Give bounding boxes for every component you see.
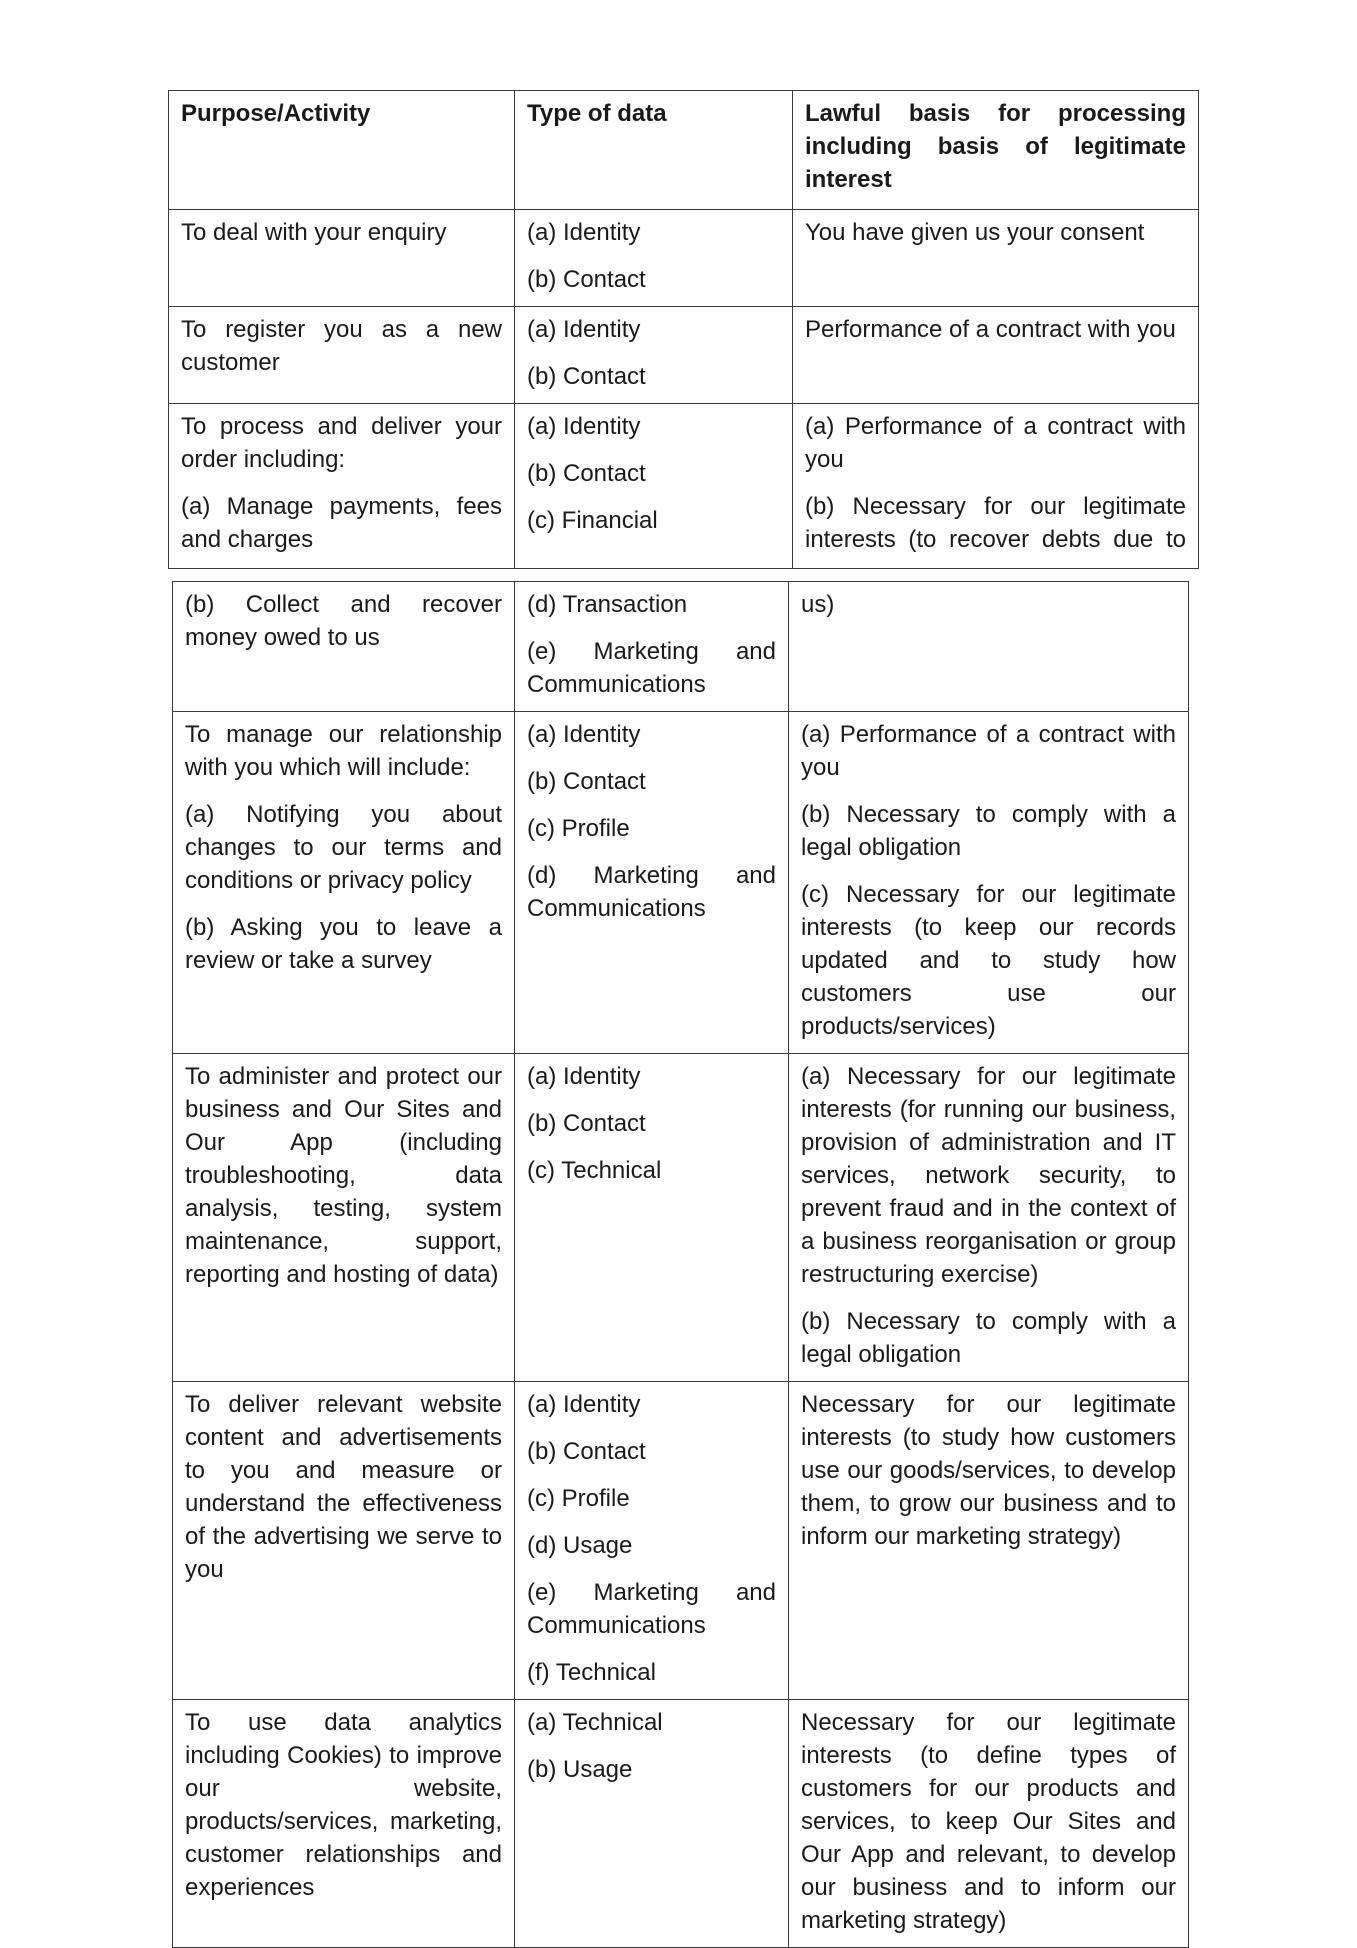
header-lawful-basis: Lawful basis for processing including basis of legitimate interest: [793, 91, 1199, 210]
purpose-cell: (b) Collect and recover money owed to us: [173, 582, 515, 712]
table-header-row: [169, 91, 1199, 210]
table-row: [173, 712, 1189, 1054]
type-cell: (a) Identity (b) Contact (c) Technical: [515, 1054, 789, 1382]
table-row: [169, 404, 1199, 569]
purpose-cell: To use data analytics including Cookies) to improve our website, products/services, marketing, customer relationships and experiences: [173, 1700, 515, 1948]
table-row: [173, 1700, 1189, 1948]
basis-cell: Necessary for our legitimate interests (to study how customers use our goods/services, to develop them, to grow our business and to inform our marketing strategy): [789, 1382, 1189, 1700]
basis-cell: Performance of a contract with you: [793, 307, 1199, 404]
purpose-cell: To deliver relevant website content and advertisements to you and measure or understand the effectiveness of the advertising we serve to you: [173, 1382, 515, 1700]
header-type-of-data: Type of data: [515, 91, 793, 210]
basis-cell: (a) Necessary for our legitimate interests (for running our business, provision of administration and IT services, network security, to prevent fraud and in the context of a business reorganisation or group restructuring exercise) (b) Necessary to comply with a legal obligation: [789, 1054, 1189, 1382]
basis-cell: us): [789, 582, 1189, 712]
type-cell: (a) Identity (b) Contact: [515, 210, 793, 307]
type-cell: (a) Technical (b) Usage: [515, 1700, 789, 1948]
basis-cell: (a) Performance of a contract with you (b) Necessary to comply with a legal obligation (c) Necessary for our legitimate interests (to keep our records updated and to study how customers use our products/services): [789, 712, 1189, 1054]
purpose-cell: To manage our relationship with you which will include: (a) Notifying you about changes to our terms and conditions or privacy policy (b) Asking you to leave a review or take a survey: [173, 712, 515, 1054]
type-cell: (a) Identity (b) Contact (c) Profile (d) Marketing and Communications: [515, 712, 789, 1054]
type-cell: (a) Identity (b) Contact (c) Profile (d) Usage (e) Marketing and Communications (f) Technical: [515, 1382, 789, 1700]
lawful-basis-table-part-2: [172, 581, 1189, 1948]
table-row: [169, 307, 1199, 404]
table-row: [173, 582, 1189, 712]
basis-cell: You have given us your consent: [793, 210, 1199, 307]
purpose-cell: To deal with your enquiry: [169, 210, 515, 307]
type-cell: (d) Transaction (e) Marketing and Communications: [515, 582, 789, 712]
purpose-cell: To process and deliver your order including: (a) Manage payments, fees and charges: [169, 404, 515, 569]
table-row: [173, 1054, 1189, 1382]
table-row: [173, 1382, 1189, 1700]
purpose-cell: To register you as a new customer: [169, 307, 515, 404]
header-purpose: Purpose/Activity: [169, 91, 515, 210]
basis-cell: Necessary for our legitimate interests (to define types of customers for our products and services, to keep Our Sites and Our App and relevant, to develop our business and to inform our marketing strategy): [789, 1700, 1189, 1948]
table-row: [169, 210, 1199, 307]
basis-cell: (a) Performance of a contract with you (b) Necessary for our legitimate interests (to recover debts due to: [793, 404, 1199, 569]
type-cell: (a) Identity (b) Contact (c) Financial: [515, 404, 793, 569]
purpose-cell: To administer and protect our business and Our Sites and Our App (including troubleshooting, data analysis, testing, system maintenance, support, reporting and hosting of data): [173, 1054, 515, 1382]
lawful-basis-table-part-1: [168, 90, 1199, 569]
type-cell: (a) Identity (b) Contact: [515, 307, 793, 404]
